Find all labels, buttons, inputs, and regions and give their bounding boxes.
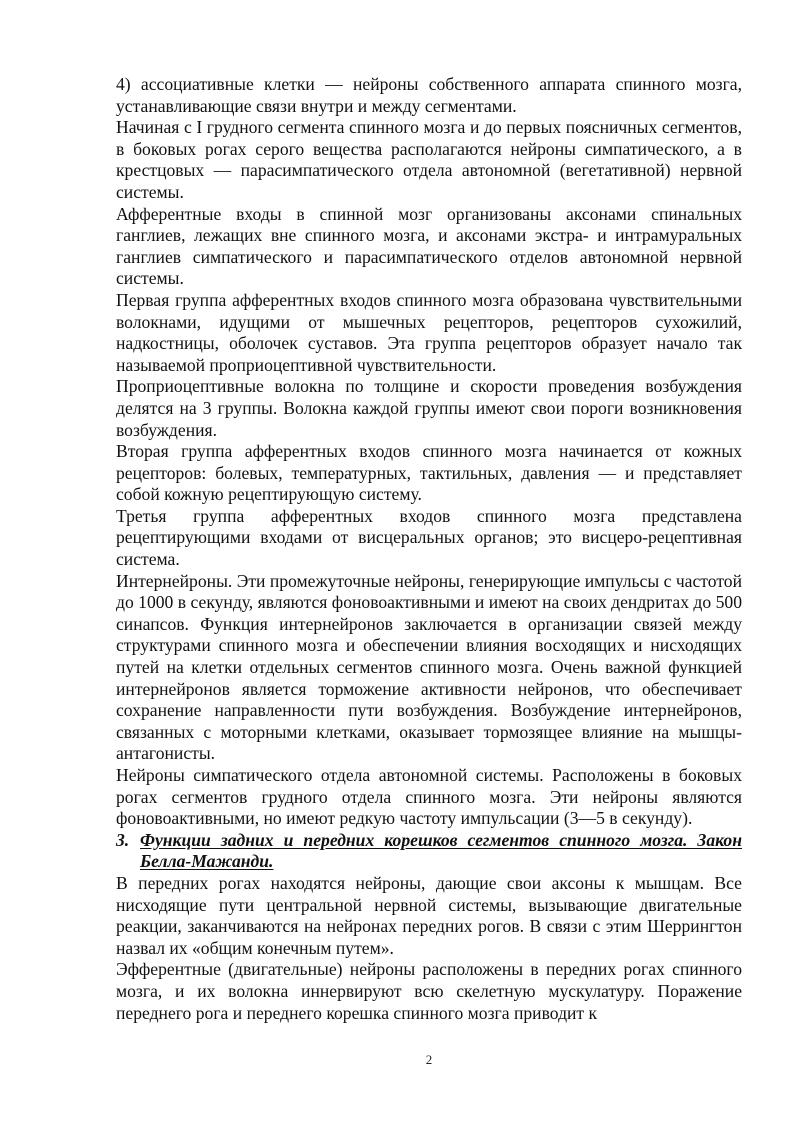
paragraph-associative-cells: 4) ассоциативные клетки — нейроны собственного аппарата спинного мозга, устанавливающие связи внутри и между сегментами. bbox=[116, 74, 742, 116]
paragraph-autonomic-neurons: Начиная с I грудного сегмента спинного мозга и до первых поясничных сегментов, в боковых рогах серого вещества располагаются нейроны симпатического, а в крестцовых — парасимпатического отдела автономной (вегетативной) нервной системы. bbox=[116, 117, 742, 202]
page-number: 2 bbox=[425, 1052, 433, 1067]
paragraph-anterior-horns: В передних рогах находятся нейроны, дающие свои аксоны к мышцам. Все нисходящие пути центральной нервной системы, вызывающие двигательные реакции, заканчиваются на нейронах передних рогов. В связи с этим Шеррингтон назвал их «общим конечным путем». bbox=[116, 872, 742, 958]
paragraph-efferent-neurons: Эфферентные (двигательные) нейроны расположены в передних рогах спинного мозга, и их волокна иннервируют всю скелетную мускулатуру. Поражение переднего рога и переднего корешка спинного мозга приводит к bbox=[116, 959, 742, 1023]
section-heading-text: Функции задних и передних корешков сегментов спинного мозга. Закон Белла-Мажанди. bbox=[140, 829, 742, 872]
paragraph-first-afferent-group: Первая группа афферентных входов спинного мозга образована чувствительными волокнами, идущими от мышечных рецепторов, рецепторов сухожилий, надкостницы, оболочек суставов. Эта группа рецепторов образует начало так называемой проприоцептивной чувствительности. bbox=[116, 289, 742, 375]
paragraph-third-afferent-group: Третья группа афферентных входов спинного мозга представлена рецептирующими входами от висцеральных органов; это висцеро-рецептивная система. bbox=[116, 505, 742, 570]
section-heading bbox=[116, 830, 742, 873]
paragraph-interneurons: Интернейроны. Эти промежуточные нейроны, генерирующие импульсы с частотой до 1000 в секунду, являются фоновоактивными и имеют на своих дендритах до 500 синапсов. Функция интернейронов заключается в организации связей между структурами спинного мозга и обеспечении влияния восходящих и нисходящих путей на клетки отдельных сегментов спинного мозга. Очень важной функцией интернейронов является торможение активности нейронов, что обеспечивает сохранение направленности пути возбуждения. Возбуждение интернейронов, связанных с моторными клетками, оказывает тормозящее влияние на мышцы-антагонисты. bbox=[116, 570, 742, 764]
paragraph-afferent-inputs: Афферентные входы в спинной мозг организованы аксонами спинальных ганглиев, лежащих вне спинного мозга, и аксонами экстра- и интрамуральных ганглиев симпатического и парасимпатического отделов автономной нервной системы. bbox=[116, 203, 742, 289]
paragraph-sympathetic-neurons: Нейроны симпатического отдела автономной системы. Расположены в боковых рогах сегментов грудного отдела спинного мозга. Эти нейроны являются фоновоактивными, но имеют редкую частоту импульсации (3—5 в секунду). bbox=[116, 765, 742, 829]
paragraph-second-afferent-group: Вторая группа афферентных входов спинного мозга начинается от кожных рецепторов: болевых, температурных, тактильных, давления — и представляет собой кожную рецептирующую систему. bbox=[116, 441, 742, 505]
paragraph-proprioceptive-fibers: Проприоцептивные волокна по толщине и скорости проведения возбуждения делятся на 3 группы. Волокна каждой группы имеют свои пороги возникновения возбуждения. bbox=[116, 376, 742, 440]
section-heading-number: 3. bbox=[116, 829, 130, 850]
document-page bbox=[116, 74, 742, 1024]
